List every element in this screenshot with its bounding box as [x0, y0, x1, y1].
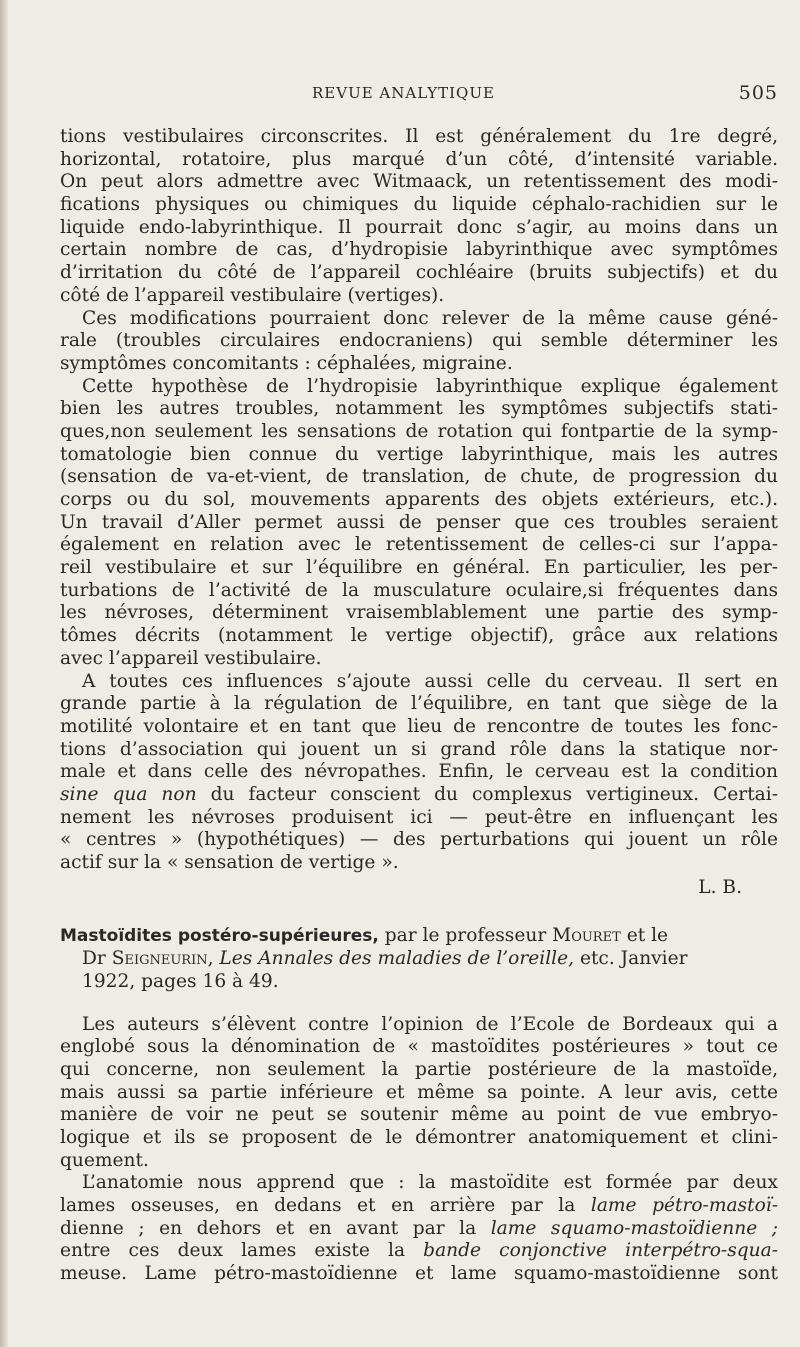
text-line: avec l’appareil vestibulaire. [60, 647, 322, 669]
text-line: les névroses, déterminent vraisemblablement une partie des symp- [60, 602, 778, 624]
text-line: manière de voir ne peut se soutenir même au point de vue embryo- [60, 1104, 778, 1126]
text-line: 1922, pages 16 à 49. [82, 970, 279, 992]
text-line: L’anatomie nous apprend que : la mastoïdite est formée par deux [82, 1172, 778, 1194]
text-line: Les auteurs s’élèvent contre l’opinion de l’Ecole de Bordeaux qui a [82, 1013, 778, 1035]
text-line: englobé sous la dénomination de « mastoïdites postérieures » tout ce [60, 1036, 778, 1058]
text-line: logique et ils se proposent de le démontrer anatomiquement et clini- [60, 1127, 778, 1148]
text-line: qui concerne, non seulement la partie postérieure de la mastoïde, [60, 1058, 778, 1080]
text-line: d’irritation du côté de l’appareil cochléaire (bruits subjectifs) et du [60, 262, 778, 284]
text-line: tions vestibulaires circonscrites. Il est généralement du 1re degré, [60, 126, 778, 147]
text-line: grande partie à la régulation de l’équilibre, en tant que siège de la [60, 693, 778, 715]
author-name: Seigneurin, [111, 948, 214, 970]
journal-title: Les Annales des maladies de l’oreille, [219, 948, 575, 970]
text-line: ques,non seulement les sensations de rotation qui fontpartie de la symp- [60, 420, 778, 442]
text-line: Un travail d’Aller permet aussi de penser que ces troubles seraient [60, 511, 778, 533]
text-line: male et dans celle des névropathes. Enfin, le cerveau est la condition [60, 761, 778, 783]
text-line: actif sur la « sensation de vertige ». [60, 852, 399, 874]
text-line: A toutes ces influences s’ajoute aussi celle du cerveau. Il sert en [82, 670, 778, 692]
text-line: corps ou du sol, mouvements apparents des objets extérieurs, etc.). [60, 489, 778, 511]
page-edge-shadow [0, 0, 8, 1347]
text-line: reil vestibulaire et sur l’équilibre en général. En particulier, les per- [60, 557, 778, 579]
text-line: côté de l’appareil vestibulaire (vertiges). [60, 284, 445, 306]
page-number: 505 [738, 82, 778, 104]
author-name: Mouret [552, 925, 621, 947]
text-line: fications physiques ou chimiques du liquide céphalo-rachidien sur le [60, 194, 778, 216]
text-line: turbations de l’activité de la musculature oculaire,si fréquentes dans [60, 579, 778, 601]
text-line: quement. [60, 1149, 149, 1171]
text-line: mais aussi sa partie inférieure et même sa pointe. A leur avis, cette [60, 1081, 778, 1103]
text-line: liquide endo-labyrinthique. Il pourrait donc s’agir, au moins dans un [60, 216, 778, 238]
text-line: On peut alors admettre avec Witmaack, un retentissement des modi- [60, 171, 778, 193]
text-line: tomatologie bien connue du vertige labyrinthique, mais les autres [60, 443, 778, 465]
text-line: « centres » (hypothétiques) — des perturbations qui jouent un rôle [60, 829, 778, 851]
review-vertigo-text [60, 126, 778, 1286]
text-line: tions d’association qui jouent un si grand rôle dans la statique nor- [60, 738, 778, 760]
text-line: Cette hypothèse de l’hydropisie labyrinthique explique également [82, 375, 778, 397]
page-header [60, 84, 778, 110]
running-head: REVUE ANALYTIQUE [312, 84, 495, 102]
page [60, 84, 778, 1286]
text-line: (sensation de va-et-vient, de translation, de chute, de progression du [60, 466, 778, 488]
text-line: lames osseuses, en dedans et en arrière par la lame pétro-mastoï- [60, 1195, 778, 1217]
text-line: certain nombre de cas, d’hydropisie labyrinthique avec symptômes [60, 239, 778, 261]
text-line: bien les autres troubles, notamment les symptômes subjectifs stati- [60, 398, 778, 420]
text-line: horizontal, rotatoire, plus marqué d’un côté, d’intensité variable. [60, 148, 778, 170]
latin-phrase: sine qua non [60, 783, 197, 805]
text-line: meuse. Lame pétro-mastoïdienne et lame squamo-mastoïdienne sont [60, 1263, 778, 1285]
text-line: également en relation avec le retentissement de celles-ci sur l’appa- [60, 534, 778, 556]
text-line: Dr Seigneurin, Les Annales des maladies de l’oreille, etc. Janvier [82, 948, 688, 970]
article-heading [60, 925, 778, 993]
text-line: rale (troubles circulaires endocraniens) qui semble déterminer les [60, 330, 778, 352]
article-title: Mastoïdites postéro-supérieures, [60, 926, 379, 947]
text-line: dienne ; en dehors et en avant par la lame squamo-mastoïdienne ; [60, 1217, 778, 1239]
text-line: Ces modifications pourraient donc relever de la même cause géné- [82, 307, 778, 329]
text-line: sine qua non du facteur conscient du complexus vertigineux. Certai- [60, 783, 778, 805]
text-line: Mastoïdites postéro-supérieures, par le professeur Mouret et le [60, 925, 669, 947]
signature: L. B. [698, 876, 742, 898]
text-line: nement les névroses produisent ici — peut-être en influençant les [60, 806, 778, 828]
text-line: tômes décrits (notamment le vertige objectif), grâce aux relations [60, 625, 778, 647]
text-line: entre ces deux lames existe la bande conjonctive interpétro-squa- [60, 1240, 778, 1262]
text-line: motilité volontaire et en tant que lieu de rencontre de toutes les fonc- [60, 715, 778, 737]
text-line: symptômes concomitants : céphalées, migraine. [60, 352, 513, 374]
